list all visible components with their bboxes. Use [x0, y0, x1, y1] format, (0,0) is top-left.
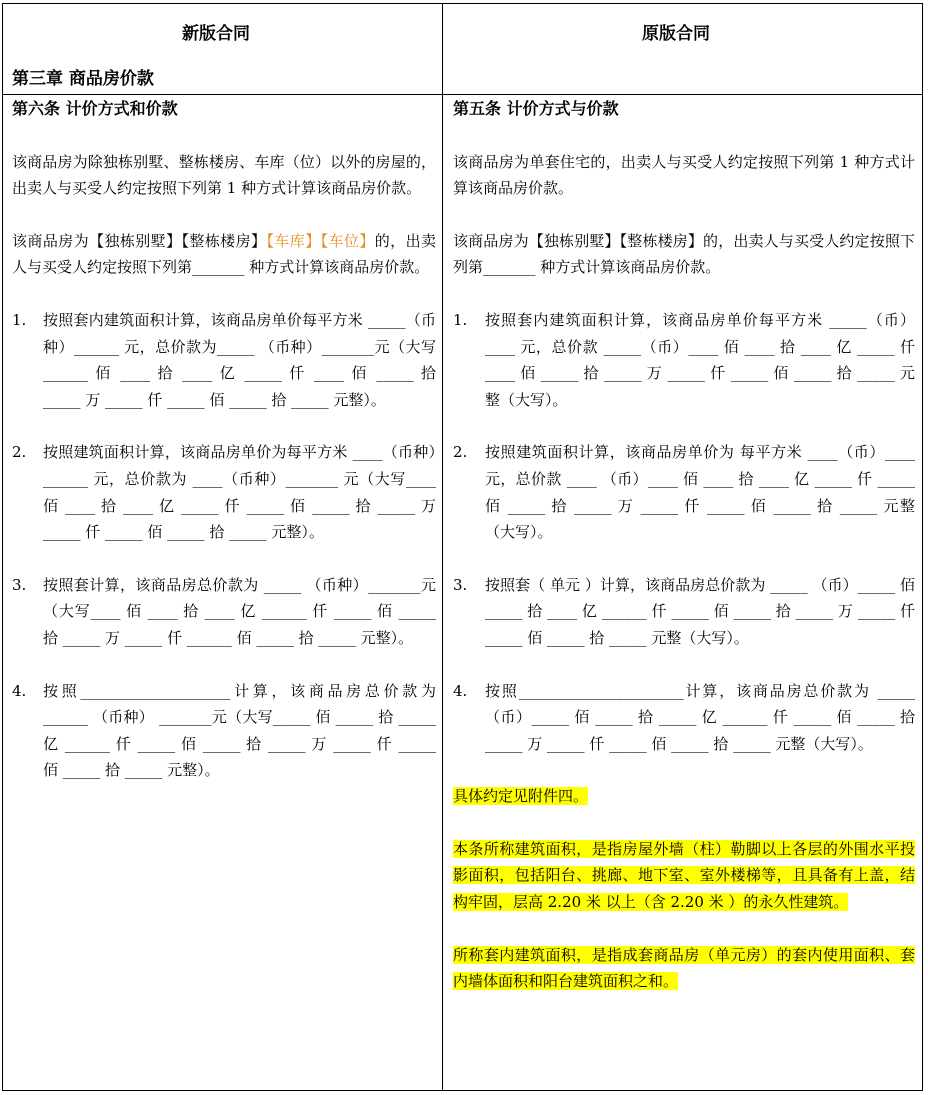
list-item: 4. 按照______________________计算，该商品房总价款为 _____（币）_____ 佰 _____ 拾 _____ 亿 ______ 仟 _____ 佰 _____ 拾 _____ 万 _____ 仟 _____ 佰 _____ 拾 _____ 元整（大写）。: [453, 681, 915, 753]
list-item: 1. 按照套内建筑面积计算，该商品房单价每平方米 _____（币）____ 元，总价款 _____（币）____ 佰 ____ 拾 ____ 亿 _____ 仟 ____ 佰 _____ 拾 _____ 万 _____ 仟 _____ 佰 _____ 拾 _____ 元整（大写）。: [453, 310, 915, 409]
list-item: 2. 按照建筑面积计算，该商品房单价为每平方米 ____（币种）______ 元，总价款为 ____（币种）_______ 元（大写____ 佰 ____ 拾 ____ 亿 _____ 仟 _____ 佰 _____ 拾 _____ 万 _____ 仟 _____ 佰 _____ 拾 _____ 元整）。: [12, 443, 436, 542]
left-column-title: 新版合同: [182, 24, 250, 44]
article-title: 第六条 计价方式和价款: [12, 99, 178, 118]
highlighted-note: 所称套内建筑面积，是指成套商品房（单元房）的套内使用面积、套内墙体面积和阳台建筑面积之和。: [453, 945, 915, 991]
header-divider: [2, 94, 923, 95]
list-item: 4. 按照____________________计算，该商品房总价款为 ______ （币种） _______元（大写_____ 佰 _____ 拾 _____ 亿 ______ 仟 _____ 佰 _____ 拾 _____ 万 _____ 仟 _____ 佰 _____ 拾 _____ 元整）。: [12, 681, 436, 780]
column-divider: [442, 3, 443, 1091]
highlighted-note: 本条所称建筑面积，是指房屋外墙（柱）勒脚以上各层的外围水平投影面积，包括阳台、挑廊、地下室、室外楼梯等，且具备有上盖，结构牢固，层高 2.20 米 以上（含 2.20 米 ）的永久性建筑。: [453, 839, 915, 912]
highlighted-terms: 【车库】【车位】: [266, 231, 375, 250]
highlighted-note: 具体约定见附件四。: [453, 787, 589, 806]
original-contract-column: [453, 96, 915, 995]
chapter-title: 第三章 商品房价款: [12, 69, 154, 89]
article-title: 第五条 计价方式与价款: [453, 99, 619, 118]
paragraph: 该商品房为单套住宅的，出卖人与买受人约定按照下列第 1 种方式计算该商品房价款。: [453, 152, 915, 198]
new-contract-column: [12, 96, 436, 784]
paragraph: 该商品房为除独栋别墅、整栋楼房、车库（位）以外的房屋的，出卖人与买受人约定按照下列第 1 种方式计算该商品房价款。: [12, 152, 436, 198]
paragraph: 该商品房为【独栋别墅】【整栋楼房】的，出卖人与买受人约定按照下列第_______ 种方式计算该商品房价款。: [453, 231, 915, 277]
right-column-title: 原版合同: [642, 24, 710, 44]
paragraph: 该商品房为【独栋别墅】【整栋楼房】【车库】【车位】的，出卖人与买受人约定按照下列第_______ 种方式计算该商品房价款。: [12, 231, 436, 277]
list-item: 3. 按照套计算，该商品房总价款为 _____ （币种）_______元（大写____ 佰 ____ 拾 ____ 亿 ______ 仟 _____ 佰 _____ 拾 _____ 万 _____ 仟 ______ 佰 _____ 拾 _____ 元整）。: [12, 575, 436, 647]
list-item: 3. 按照套（ 单元 ）计算，该商品房总价款为 _____ （币）_____ 佰 _____ 拾 ____ 亿 ______ 仟 _____ 佰 _____ 拾 _____ 万 _____ 仟 _____ 佰 _____ 拾 _____ 元整（大写）。: [453, 575, 915, 647]
list-item: 1. 按照套内建筑面积计算，该商品房单价每平方米 _____（币种）______ 元，总价款为_____ （币种）_______元（大写______ 佰 ____ 拾 ____ 亿 _____ 仟 ____ 佰 _____ 拾 _____ 万 _____ 仟 _____ 佰 _____ 拾 _____ 元整）。: [12, 310, 436, 409]
list-item: 2. 按照建筑面积计算，该商品房单价为 每平方米 ____（币）____元，总价款 ____ （币）____ 佰 ____ 拾 ____ 亿 _____ 仟 _____ 佰 _____ 拾 _____ 万 _____ 仟 _____ 佰 _____ 拾 _____ 元整（大写）。: [453, 443, 915, 542]
